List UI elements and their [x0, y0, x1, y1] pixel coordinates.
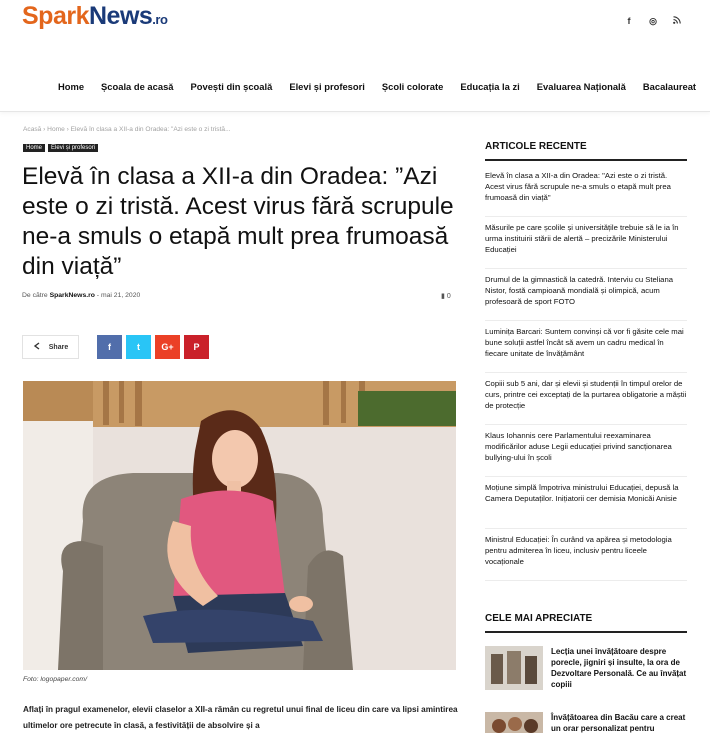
rss-icon[interactable] [672, 16, 682, 27]
recent-article[interactable]: Ministrul Educației: În curând va apărea și metodologia pentru admiterea în liceu, inclusiv pentru liceele vocaționale [485, 529, 687, 581]
nav-educatia-la-zi[interactable]: Educația la zi [460, 81, 520, 92]
nav-scoli-colorate[interactable]: Școli colorate [381, 81, 444, 92]
share-twitter-button[interactable]: t [126, 335, 151, 359]
recent-articles-list [485, 165, 687, 581]
logo-tld: .ro [152, 12, 168, 27]
share-button[interactable] [22, 335, 79, 359]
publish-date: - mai 21, 2020 [94, 292, 141, 299]
recent-article[interactable]: Moțiune simplă împotriva ministrului Educației, depusă la Camera Deputaților. Inițiatorii cer demisia Monicăi Anisie [485, 477, 687, 529]
site-header [0, 0, 710, 112]
share-googleplus-button[interactable]: G+ [155, 335, 180, 359]
nav-evaluarea-nationala[interactable]: Evaluarea Națională [536, 81, 626, 92]
logo-spark: Spark [22, 2, 89, 30]
article-meta [22, 292, 140, 299]
share-facebook-button[interactable]: f [97, 335, 122, 359]
recent-article[interactable]: Klaus Iohannis cere Parlamentului reexaminarea modificărilor aduse Legii educației privind sancționarea bullying-ului în școli [485, 425, 687, 477]
popular-title: Lecția unei învățătoare despre porecle, jigniri și insulte, la ora de Dezvoltare Personală. Ce au învățat copiii [551, 647, 687, 689]
nav-elevi-si-profesori[interactable]: Elevi și profesori [289, 81, 365, 92]
photo-caption: Foto: logopaper.com/ [23, 676, 87, 683]
nav-scoala-de-acasa[interactable]: Școala de acasă [101, 81, 174, 92]
popular-thumbnail [485, 646, 543, 690]
popular-item[interactable] [485, 646, 687, 690]
recent-article[interactable]: Copiii sub 5 ani, dar și elevii și studenții în timpul orelor de curs, printre cei exceptați de la purtarea obligatorie a măștii de protecție [485, 373, 687, 425]
share-icon [33, 342, 41, 352]
recent-article[interactable]: Măsurile pe care școlile și universitățile trebuie să le ia în urma instituirii stării de alertă – precizările Ministerului Educației [485, 217, 687, 269]
article-photo [23, 381, 456, 670]
main-nav [58, 81, 696, 92]
tag-elevi-si-profesori[interactable]: Elevi și profesori [48, 144, 98, 152]
comment-icon: ▮ [441, 293, 445, 300]
share-label: Share [48, 343, 69, 351]
instagram-icon[interactable]: ◎ [649, 16, 657, 26]
comment-count-value: 0 [446, 293, 451, 300]
recent-articles-heading: ARTICOLE RECENTE [485, 141, 687, 161]
tag-home[interactable]: Home [23, 144, 45, 152]
recent-article[interactable]: Elevă în clasa a XII-a din Oradea: "Azi este o zi tristă. Acest virus fără scrupule ne-a smuls o etapă mult prea frumoasă din viață" [485, 165, 687, 217]
comment-count[interactable] [441, 292, 451, 300]
category-tags [23, 144, 98, 152]
most-liked-heading: CELE MAI APRECIATE [485, 613, 687, 633]
share-bar [22, 335, 209, 359]
popular-item[interactable] [485, 712, 687, 733]
social-links [624, 16, 682, 27]
popular-thumbnail [485, 712, 543, 733]
author-link[interactable]: SparkNews.ro [49, 292, 95, 299]
recent-article[interactable]: Luminița Barcari: Suntem convinși că vor fi găsite cele mai bune soluții astfel încât să avem un cadru medical în fiecare unitate de învățământ [485, 321, 687, 373]
recent-article[interactable]: Drumul de la gimnastică la catedră. Interviu cu Steliana Nistor, fostă campioană mondială și olimpică, acum profesoară de sport FOTO [485, 269, 687, 321]
nav-povesti-din-scoala[interactable]: Povești din școală [190, 81, 273, 92]
nav-home[interactable]: Home [58, 81, 85, 92]
meta-prefix: De către [22, 292, 50, 299]
article-title: Elevă în clasa a XII-a din Oradea: ”Azi este o zi tristă. Acest virus fără scrupule ne-a smuls o etapă mult prea frumoasă din viață” [22, 163, 454, 280]
site-logo[interactable] [22, 2, 167, 31]
facebook-icon[interactable]: f [627, 16, 631, 26]
logo-news: News [88, 2, 153, 30]
article-lead: Aflați în pragul examenelor, elevii claselor a XII-a rămân cu regretul unui final de liceu din care va lipsi amintirea ultimelor ore petrecute în clasă, a festivității de absolvire și a [23, 705, 458, 730]
share-pinterest-button[interactable]: P [184, 335, 209, 359]
nav-bacalaureat[interactable]: Bacalaureat [642, 81, 697, 92]
breadcrumb[interactable]: Acasă › Home › Elevă în clasa a XII-a din Oradea: "Azi este o zi tristă... [23, 126, 231, 133]
popular-title: Învățătoarea din Bacău care a creat un orar personalizat pentru [551, 713, 686, 733]
